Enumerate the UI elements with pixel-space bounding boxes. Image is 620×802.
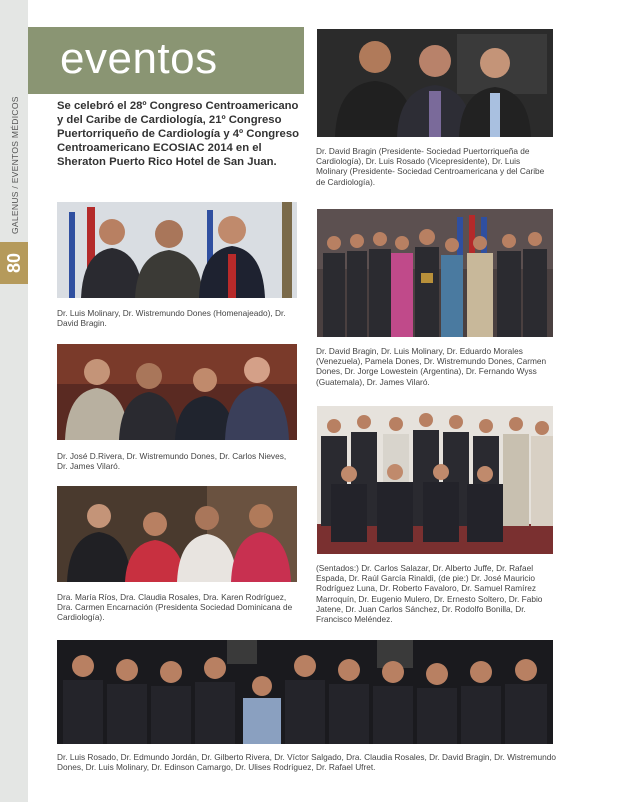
- intro-paragraph: Se celebró el 28º Congreso Centroamericano y del Caribe de Cardiología, 21º Congreso Puertorriqueño de Cardiología y 4º Congreso Centroamericano ECOSIAC 2014 en el Sheraton Puerto Rico Hotel de San Juan.: [57, 100, 300, 168]
- photo-group-with-award: [317, 209, 553, 337]
- photo-four-men: [57, 344, 297, 440]
- page-number-tab: [0, 242, 28, 284]
- page-number: 80: [3, 252, 24, 274]
- section-label: GALENUS / EVENTOS MÉDICOS: [10, 96, 20, 234]
- photo-three-men-flags: [57, 202, 297, 298]
- caption-3: Dr. David Bragin, Dr. Luis Molinary, Dr. Eduardo Morales (Venezuela), Pamela Dones, Dr. Wistremundo Dones, Carmen Dones, Dr. Jorge Lowestein (Argentina), Dr. Fernando Wyss (Guatemala), Dr. James Vilaró.: [316, 346, 547, 387]
- caption-5: (Sentados:) Dr. Carlos Salazar, Dr. Alberto Juffe, Dr. Rafael Espada, Dr. Raúl García Rinaldi, (de pie:) Dr. José Mauricio Rodríguez Luna, Dr. Roberto Favaloro, Dr. Samuel Ramírez Marroquín, Dr. Eugenio Mulero, Dr. Ernesto Soltero, Dr. Fabio Jatene, Dr. Juan Carlos Sánchez, Dr. Rodolfo Bonilla, Dr. Francisco Meléndez.: [316, 563, 543, 625]
- photo-four-women: [57, 486, 297, 582]
- page-title: eventos: [60, 34, 218, 83]
- section-banner: [28, 27, 304, 94]
- photo-large-group: [317, 406, 553, 554]
- caption-4: Dr. José D.Rivera, Dr. Wistremundo Dones, Dr. Carlos Nieves, Dr. James Vilaró.: [57, 451, 287, 472]
- caption-6: Dra. María Ríos, Dra. Claudia Rosales, Dra. Karen Rodríguez, Dra. Carmen Encarnación (Presidenta Sociedad Dominicana de Cardiología).: [57, 592, 293, 623]
- caption-2: Dr. Luis Molinary, Dr. Wistremundo Dones (Homenajeado), Dr. David Bragin.: [57, 308, 286, 329]
- photo-three-men: [317, 29, 553, 137]
- photo-group-panoramic: [57, 640, 553, 744]
- caption-1: Dr. David Bragin (Presidente- Sociedad Puertorriqueña de Cardiología), Dr. Luis Rosado (Vicepresidente), Dr. Luis Molinary (Presidente- Sociedad Centroamericana y del Caribe de Cardiología).: [316, 146, 545, 187]
- caption-7: Dr. Luis Rosado, Dr. Edmundo Jordán, Dr. Gilberto Rivera, Dr. Víctor Salgado, Dra. Claudia Rosales, Dr. David Bragin, Dr. Wistremundo Dones, Dr. Luis Molinary, Dr. Edinson Camargo, Dr. Ulises Rodríguez, Dr. Rafael Ufret.: [57, 752, 556, 773]
